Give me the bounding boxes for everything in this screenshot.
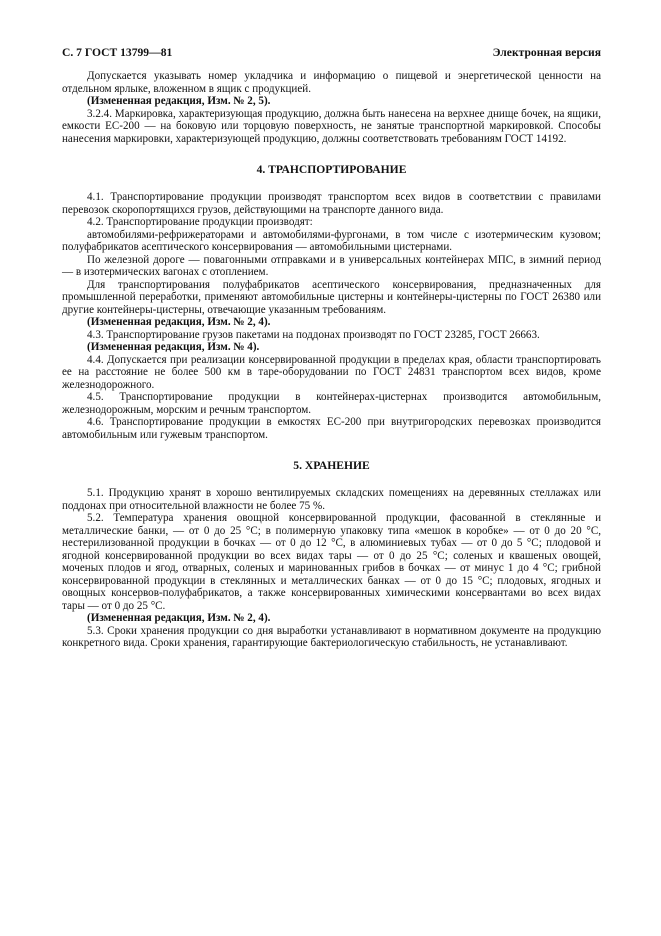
paragraph: 4.6. Транспортирование продукции в емкостях ЕС-200 при внутригородских перевозках производится автомобильным или гужевым транспортом.: [62, 416, 601, 441]
amendment-note: (Измененная редакция, Изм. № 4).: [87, 341, 260, 353]
paragraph: 5.1. Продукцию хранят в хорошо вентилируемых складских помещениях на деревянных стеллажах или поддонах при относительной влажности не более 75 %.: [62, 487, 601, 512]
page-header: [62, 46, 601, 60]
section-heading-transport: 4. ТРАНСПОРТИРОВАНИЕ: [256, 163, 407, 176]
paragraph: 4.1. Транспортирование продукции производят транспортом всех видов в соответствии с правилами перевозок скоропортящихся грузов, действующими на транспорте данного вида.: [62, 191, 601, 216]
paragraph: 4.2. Транспортирование продукции производят:: [87, 216, 313, 228]
paragraph: автомобилями-рефрижераторами и автомобилями-фургонами, в том числе с изотермическим кузовом; полуфабрикатов асептического консервирования — автомобильными цистернами.: [62, 228, 601, 253]
amendment-note: (Измененная редакция, Изм. № 2, 4).: [87, 316, 271, 328]
paragraph: 3.2.4. Маркировка, характеризующая продукцию, должна быть нанесена на верхнее днище бочек, на ящики, емкости ЕС-200 — на боковую или торцовую поверхность, не занятые транспортной маркировкой. Способы нанесения маркировки, характеризующей продукцию, должны соответствовать требованиям ГОСТ 14192.: [62, 107, 601, 145]
paragraph: Для транспортирования полуфабрикатов асептического консервирования, предназначенных для промышленной переработки, применяют автомобильные цистерны и контейнеры-цистерны по ГОСТ 26380 или другие контейнеры-цистерны, отвечающие указанным требованиям.: [62, 278, 601, 316]
section-heading-storage: 5. ХРАНЕНИЕ: [293, 459, 370, 472]
paragraph: 5.2. Температура хранения овощной консервированной продукции, фасованной в стеклянные и металлические банки, — от 0 до 25 °С; в полимерную упаковку типа «мешок в коробке» — от 0 до 20 °С, нестерилизованной продукции в бочках — от 0 до 12 °С, в алюминиевых тубах — от 0 до 5 °С; плодовой и ягодной консервированной продукции во всех видах тары — от 0 до 25 °С; соленых и квашеных овощей, моченых плодов и ягод, отварных, соленых и маринованных грибов в бочках — от минус 1 до 4 °С; грибной консервированной продукции в стеклянных и металлических банках — от 0 до 15 °С; плодовых, ягодных и овощных консервов-полуфабрикатов, а также консервированных химическими консервантами во всех видах тары — от 0 до 25 °С.: [62, 512, 601, 612]
paragraph: По железной дороге — повагонными отправками и в универсальных контейнерах МПС, в зимний период — в изотермических вагонах с отоплением.: [62, 253, 601, 278]
paragraph: 5.3. Сроки хранения продукции со дня выработки устанавливают в нормативном документе на продукцию конкретного вида. Сроки хранения, гарантирующие бактериологическую стабильность, не устанавливают.: [62, 624, 601, 649]
paragraph: 4.3. Транспортирование грузов пакетами на поддонах производят по ГОСТ 23285, ГОСТ 26663.: [87, 328, 540, 341]
paragraph: Допускается указывать номер укладчика и информацию о пищевой и энергетической ценности на отдельном ярлыке, вложенном в ящик с продукцией.: [62, 70, 601, 95]
page-number-standard: С. 7 ГОСТ 13799—81: [62, 46, 173, 59]
paragraph: 4.4. Допускается при реализации консервированной продукции в пределах края, области транспортировать ее на расстояние не более 500 км в таре-оборудовании по ГОСТ 24831 транспортом всех видов, кроме железнодорожного.: [62, 353, 601, 391]
edition-label: Электронная версия: [492, 46, 601, 59]
paragraph: 4.5. Транспортирование продукции в контейнерах-цистернах производится автомобильным, железнодорожным, морским и речным транспортом.: [62, 391, 601, 416]
amendment-note: (Измененная редакция, Изм. № 2, 4).: [87, 612, 271, 624]
document-body: [62, 70, 601, 650]
amendment-note: (Измененная редакция, Изм. № 2, 5).: [87, 95, 271, 107]
